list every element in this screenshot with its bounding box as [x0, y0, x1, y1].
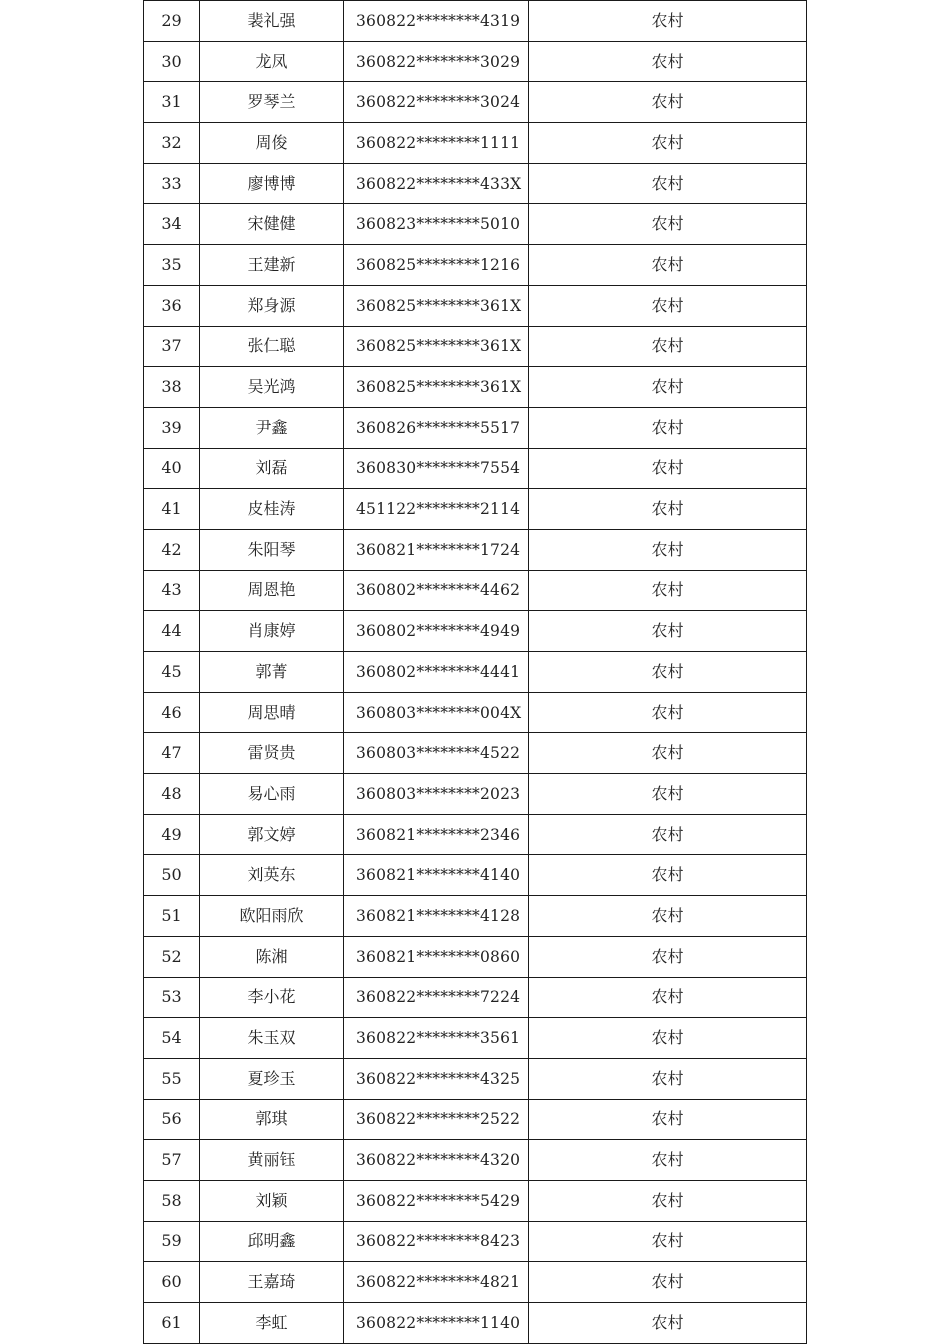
person-name: 皮桂涛: [200, 489, 344, 530]
person-name: 刘英东: [200, 855, 344, 896]
roster-table-body: [144, 1, 807, 1344]
household-type: 农村: [529, 448, 807, 489]
id-number: 360803********004X: [344, 692, 529, 733]
household-type: 农村: [529, 367, 807, 408]
table-row: [144, 1, 807, 42]
household-type: 农村: [529, 977, 807, 1018]
id-number: 360826********5517: [344, 407, 529, 448]
household-type: 农村: [529, 652, 807, 693]
person-name: 朱阳琴: [200, 529, 344, 570]
row-number: 29: [144, 1, 200, 42]
row-number: 43: [144, 570, 200, 611]
row-number: 47: [144, 733, 200, 774]
household-type: 农村: [529, 1180, 807, 1221]
household-type: 农村: [529, 611, 807, 652]
id-number: 360822********3029: [344, 41, 529, 82]
table-row: [144, 652, 807, 693]
id-number: 360822********4325: [344, 1058, 529, 1099]
person-name: 吴光鸿: [200, 367, 344, 408]
household-type: 农村: [529, 1140, 807, 1181]
table-row: [144, 163, 807, 204]
person-name: 黄丽钰: [200, 1140, 344, 1181]
person-name: 尹鑫: [200, 407, 344, 448]
household-type: 农村: [529, 1018, 807, 1059]
table-row: [144, 489, 807, 530]
row-number: 36: [144, 285, 200, 326]
table-row: [144, 123, 807, 164]
id-number: 360821********2346: [344, 814, 529, 855]
person-name: 廖博博: [200, 163, 344, 204]
table-row: [144, 285, 807, 326]
id-number: 360803********2023: [344, 774, 529, 815]
household-type: 农村: [529, 1, 807, 42]
table-row: [144, 855, 807, 896]
table-row: [144, 367, 807, 408]
table-row: [144, 692, 807, 733]
table-row: [144, 326, 807, 367]
person-name: 龙凤: [200, 41, 344, 82]
row-number: 35: [144, 245, 200, 286]
table-row: [144, 1303, 807, 1344]
row-number: 49: [144, 814, 200, 855]
person-name: 王嘉琦: [200, 1262, 344, 1303]
person-name: 刘磊: [200, 448, 344, 489]
household-type: 农村: [529, 82, 807, 123]
household-type: 农村: [529, 245, 807, 286]
household-type: 农村: [529, 936, 807, 977]
table-row: [144, 774, 807, 815]
id-number: 360823********5010: [344, 204, 529, 245]
household-type: 农村: [529, 692, 807, 733]
person-name: 邱明鑫: [200, 1221, 344, 1262]
table-row: [144, 529, 807, 570]
table-row: [144, 448, 807, 489]
household-type: 农村: [529, 570, 807, 611]
row-number: 33: [144, 163, 200, 204]
table-row: [144, 245, 807, 286]
row-number: 56: [144, 1099, 200, 1140]
household-type: 农村: [529, 326, 807, 367]
household-type: 农村: [529, 489, 807, 530]
id-number: 360821********1724: [344, 529, 529, 570]
household-type: 农村: [529, 774, 807, 815]
table-row: [144, 1058, 807, 1099]
table-row: [144, 82, 807, 123]
table-row: [144, 814, 807, 855]
row-number: 30: [144, 41, 200, 82]
person-name: 易心雨: [200, 774, 344, 815]
table-row: [144, 896, 807, 937]
id-number: 360822********1111: [344, 123, 529, 164]
person-name: 郑身源: [200, 285, 344, 326]
household-type: 农村: [529, 163, 807, 204]
row-number: 55: [144, 1058, 200, 1099]
person-name: 欧阳雨欣: [200, 896, 344, 937]
id-number: 360821********4140: [344, 855, 529, 896]
table-row: [144, 977, 807, 1018]
row-number: 45: [144, 652, 200, 693]
row-number: 60: [144, 1262, 200, 1303]
household-type: 农村: [529, 733, 807, 774]
person-name: 刘颖: [200, 1180, 344, 1221]
person-name: 宋健健: [200, 204, 344, 245]
household-type: 农村: [529, 1221, 807, 1262]
id-number: 360822********8423: [344, 1221, 529, 1262]
row-number: 32: [144, 123, 200, 164]
id-number: 360822********3024: [344, 82, 529, 123]
person-name: 张仁聪: [200, 326, 344, 367]
id-number: 360830********7554: [344, 448, 529, 489]
row-number: 48: [144, 774, 200, 815]
table-row: [144, 611, 807, 652]
person-name: 周恩艳: [200, 570, 344, 611]
person-name: 雷贤贵: [200, 733, 344, 774]
household-type: 农村: [529, 896, 807, 937]
row-number: 54: [144, 1018, 200, 1059]
id-number: 360822********7224: [344, 977, 529, 1018]
table-row: [144, 204, 807, 245]
id-number: 360822********433X: [344, 163, 529, 204]
table-row: [144, 1221, 807, 1262]
id-number: 360825********361X: [344, 285, 529, 326]
id-number: 360822********3561: [344, 1018, 529, 1059]
id-number: 360802********4949: [344, 611, 529, 652]
person-name: 陈湘: [200, 936, 344, 977]
person-name: 周俊: [200, 123, 344, 164]
household-type: 农村: [529, 1262, 807, 1303]
row-number: 57: [144, 1140, 200, 1181]
household-type: 农村: [529, 41, 807, 82]
table-row: [144, 1262, 807, 1303]
row-number: 59: [144, 1221, 200, 1262]
household-type: 农村: [529, 1099, 807, 1140]
row-number: 41: [144, 489, 200, 530]
id-number: 360825********361X: [344, 326, 529, 367]
person-name: 裴礼强: [200, 1, 344, 42]
person-name: 肖康婷: [200, 611, 344, 652]
household-type: 农村: [529, 204, 807, 245]
table-row: [144, 1018, 807, 1059]
id-number: 360821********0860: [344, 936, 529, 977]
person-name: 郭菁: [200, 652, 344, 693]
id-number: 360825********361X: [344, 367, 529, 408]
table-row: [144, 570, 807, 611]
person-name: 夏珍玉: [200, 1058, 344, 1099]
id-number: 360822********4821: [344, 1262, 529, 1303]
person-name: 王建新: [200, 245, 344, 286]
row-number: 58: [144, 1180, 200, 1221]
household-type: 农村: [529, 123, 807, 164]
person-name: 李小花: [200, 977, 344, 1018]
row-number: 61: [144, 1303, 200, 1344]
person-name: 罗琴兰: [200, 82, 344, 123]
id-number: 360822********2522: [344, 1099, 529, 1140]
household-type: 农村: [529, 855, 807, 896]
row-number: 50: [144, 855, 200, 896]
household-type: 农村: [529, 407, 807, 448]
row-number: 34: [144, 204, 200, 245]
row-number: 52: [144, 936, 200, 977]
person-name: 郭文婷: [200, 814, 344, 855]
table-row: [144, 1099, 807, 1140]
row-number: 40: [144, 448, 200, 489]
person-name: 李虹: [200, 1303, 344, 1344]
id-number: 360822********4319: [344, 1, 529, 42]
id-number: 360821********4128: [344, 896, 529, 937]
id-number: 360822********5429: [344, 1180, 529, 1221]
row-number: 53: [144, 977, 200, 1018]
id-number: 360825********1216: [344, 245, 529, 286]
person-name: 朱玉双: [200, 1018, 344, 1059]
household-type: 农村: [529, 1303, 807, 1344]
table-row: [144, 733, 807, 774]
table-row: [144, 1180, 807, 1221]
household-type: 农村: [529, 814, 807, 855]
household-type: 农村: [529, 285, 807, 326]
roster-table: [143, 0, 807, 1344]
row-number: 38: [144, 367, 200, 408]
row-number: 44: [144, 611, 200, 652]
table-row: [144, 41, 807, 82]
household-type: 农村: [529, 1058, 807, 1099]
row-number: 39: [144, 407, 200, 448]
row-number: 31: [144, 82, 200, 123]
row-number: 37: [144, 326, 200, 367]
id-number: 360822********1140: [344, 1303, 529, 1344]
id-number: 360803********4522: [344, 733, 529, 774]
row-number: 51: [144, 896, 200, 937]
table-row: [144, 407, 807, 448]
row-number: 46: [144, 692, 200, 733]
table-row: [144, 1140, 807, 1181]
id-number: 451122********2114: [344, 489, 529, 530]
table-row: [144, 936, 807, 977]
id-number: 360802********4462: [344, 570, 529, 611]
row-number: 42: [144, 529, 200, 570]
person-name: 郭琪: [200, 1099, 344, 1140]
id-number: 360802********4441: [344, 652, 529, 693]
household-type: 农村: [529, 529, 807, 570]
person-name: 周思晴: [200, 692, 344, 733]
id-number: 360822********4320: [344, 1140, 529, 1181]
